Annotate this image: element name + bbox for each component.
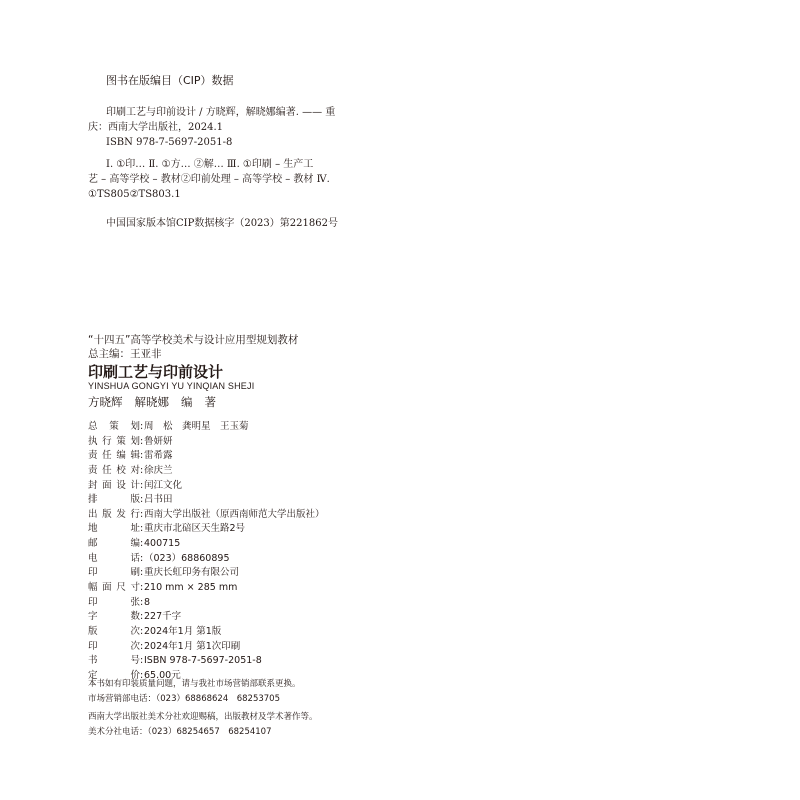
- info-value: 徐庆兰: [144, 464, 173, 476]
- info-row: [88, 552, 325, 567]
- info-colon: :: [140, 669, 144, 681]
- cip-verification: [88, 216, 404, 231]
- info-colon: :: [140, 611, 144, 623]
- info-row: [88, 435, 325, 450]
- notes-line3: 西南大学出版社美术分社欢迎赐稿，出版教材及学术著作等。: [88, 712, 318, 722]
- info-colon: :: [140, 596, 144, 608]
- series-block: [88, 333, 298, 361]
- info-row: [88, 581, 325, 596]
- info-label: 书 号: [88, 655, 140, 667]
- info-value: 重庆市北碚区天生路2号: [144, 523, 246, 535]
- info-label: 印 张: [88, 596, 140, 608]
- info-label: 责任编辑: [88, 450, 140, 462]
- info-row: [88, 508, 325, 523]
- cip-entry-line2: 庆：西南大学出版社，2024.1: [88, 122, 223, 133]
- info-row: [88, 493, 325, 508]
- info-label: 执行策划: [88, 435, 140, 447]
- cip-verification-line: 中国国家版本馆CIP数据核字（2023）第221862号: [106, 218, 338, 229]
- cip-isbn: ISBN 978-7-5697-2051-8: [106, 137, 233, 148]
- notes-line1: 本书如有印装质量问题，请与我社市场营销部联系更换。: [88, 679, 301, 689]
- info-label: 封面设计: [88, 479, 140, 491]
- info-row: [88, 479, 325, 494]
- info-label: 幅面尺寸: [88, 582, 140, 594]
- info-colon: :: [140, 640, 144, 652]
- notes-line2: 市场营销部电话：（023）68868624 68253705: [88, 694, 281, 704]
- cip-entry-line1: 印刷工艺与印前设计 / 方晓辉，解晓娜编著. —— 重: [106, 107, 336, 118]
- info-colon: :: [140, 421, 144, 432]
- info-row: [88, 610, 325, 625]
- info-value: 西南大学出版社（原西南师范大学出版社）: [144, 508, 325, 520]
- info-value: 重庆长虹印务有限公司: [144, 567, 240, 579]
- info-value: 周 松 龚明星 王玉菊: [144, 421, 249, 432]
- info-colon: :: [140, 464, 144, 476]
- info-label: 字 数: [88, 611, 140, 623]
- info-colon: :: [140, 435, 144, 447]
- cip-subject-line1: Ⅰ. ①印… Ⅱ. ①方… ②解… Ⅲ. ①印刷 – 生产工: [106, 159, 314, 170]
- info-value: 2024年1月 第1版: [144, 625, 222, 637]
- info-label: 出版发行: [88, 508, 140, 520]
- info-value: 2024年1月 第1次印刷: [144, 640, 241, 652]
- info-row: [88, 449, 325, 464]
- info-label: 地 址: [88, 523, 140, 535]
- info-colon: :: [140, 479, 144, 491]
- info-colon: :: [140, 552, 144, 564]
- info-label: 总 策 划: [88, 421, 140, 432]
- cip-subject-line3: ①TS805②TS803.1: [88, 189, 181, 200]
- info-value: 227千字: [144, 611, 182, 623]
- info-value: 闰江文化: [144, 479, 183, 491]
- info-colon: :: [140, 450, 144, 462]
- info-value: 鲁妍妍: [144, 435, 173, 447]
- info-label: 定 价: [88, 669, 140, 681]
- info-colon: :: [140, 655, 144, 667]
- cip-entry: [88, 105, 404, 150]
- series-chief-editor: 总主编：王亚非: [88, 348, 162, 360]
- info-row: [88, 654, 325, 669]
- notes-quality: [88, 677, 301, 707]
- info-colon: :: [140, 508, 144, 520]
- info-value: 65.00元: [144, 669, 181, 681]
- info-value: ISBN 978-7-5697-2051-8: [144, 655, 262, 667]
- book-authors: [88, 395, 228, 410]
- info-value: 400715: [144, 538, 181, 550]
- info-colon: :: [140, 494, 144, 506]
- author-2: 解晓娜: [134, 395, 169, 409]
- notes-art-branch: [88, 710, 318, 740]
- info-value: 210 mm × 285 mm: [144, 582, 238, 594]
- cip-title: 图书在版编目（CIP）数据: [106, 74, 234, 87]
- author-role-2: 著: [204, 395, 216, 409]
- publication-info: [88, 420, 325, 684]
- book-title: 印刷工艺与印前设计: [88, 363, 224, 381]
- info-value: 雷希露: [144, 450, 173, 462]
- cip-subject-line2: 艺 – 高等学校 – 教材②印前处理 – 高等学校 – 教材 Ⅳ.: [88, 174, 330, 185]
- info-label: 责任校对: [88, 464, 140, 476]
- info-row: [88, 537, 325, 552]
- info-colon: :: [140, 538, 144, 550]
- info-colon: :: [140, 567, 144, 579]
- author-1: 方晓辉: [88, 395, 123, 409]
- info-row: [88, 420, 325, 435]
- info-row: [88, 625, 325, 640]
- info-row: [88, 522, 325, 537]
- info-value: （023）68860895: [144, 552, 230, 564]
- info-label: 电 话: [88, 552, 140, 564]
- info-row: [88, 566, 325, 581]
- info-colon: :: [140, 625, 144, 637]
- cip-subject: [88, 157, 404, 202]
- info-label: 印 刷: [88, 567, 140, 579]
- info-value: 吕书田: [144, 494, 173, 506]
- book-pinyin: YINSHUA GONGYI YU YINQIAN SHEJI: [88, 381, 255, 391]
- info-label: 排 版: [88, 494, 140, 506]
- author-role-1: 编: [181, 395, 193, 409]
- info-label: 印 次: [88, 640, 140, 652]
- info-label: 邮 编: [88, 538, 140, 550]
- series-name: “十四五”高等学校美术与设计应用型规划教材: [88, 334, 299, 346]
- info-label: 版 次: [88, 625, 140, 637]
- notes-line4: 美术分社电话：（023）68254657 68254107: [88, 727, 272, 737]
- info-colon: :: [140, 523, 144, 535]
- info-row: [88, 596, 325, 611]
- info-value: 8: [144, 596, 151, 608]
- info-row: [88, 640, 325, 655]
- info-row: [88, 464, 325, 479]
- info-colon: :: [140, 582, 144, 594]
